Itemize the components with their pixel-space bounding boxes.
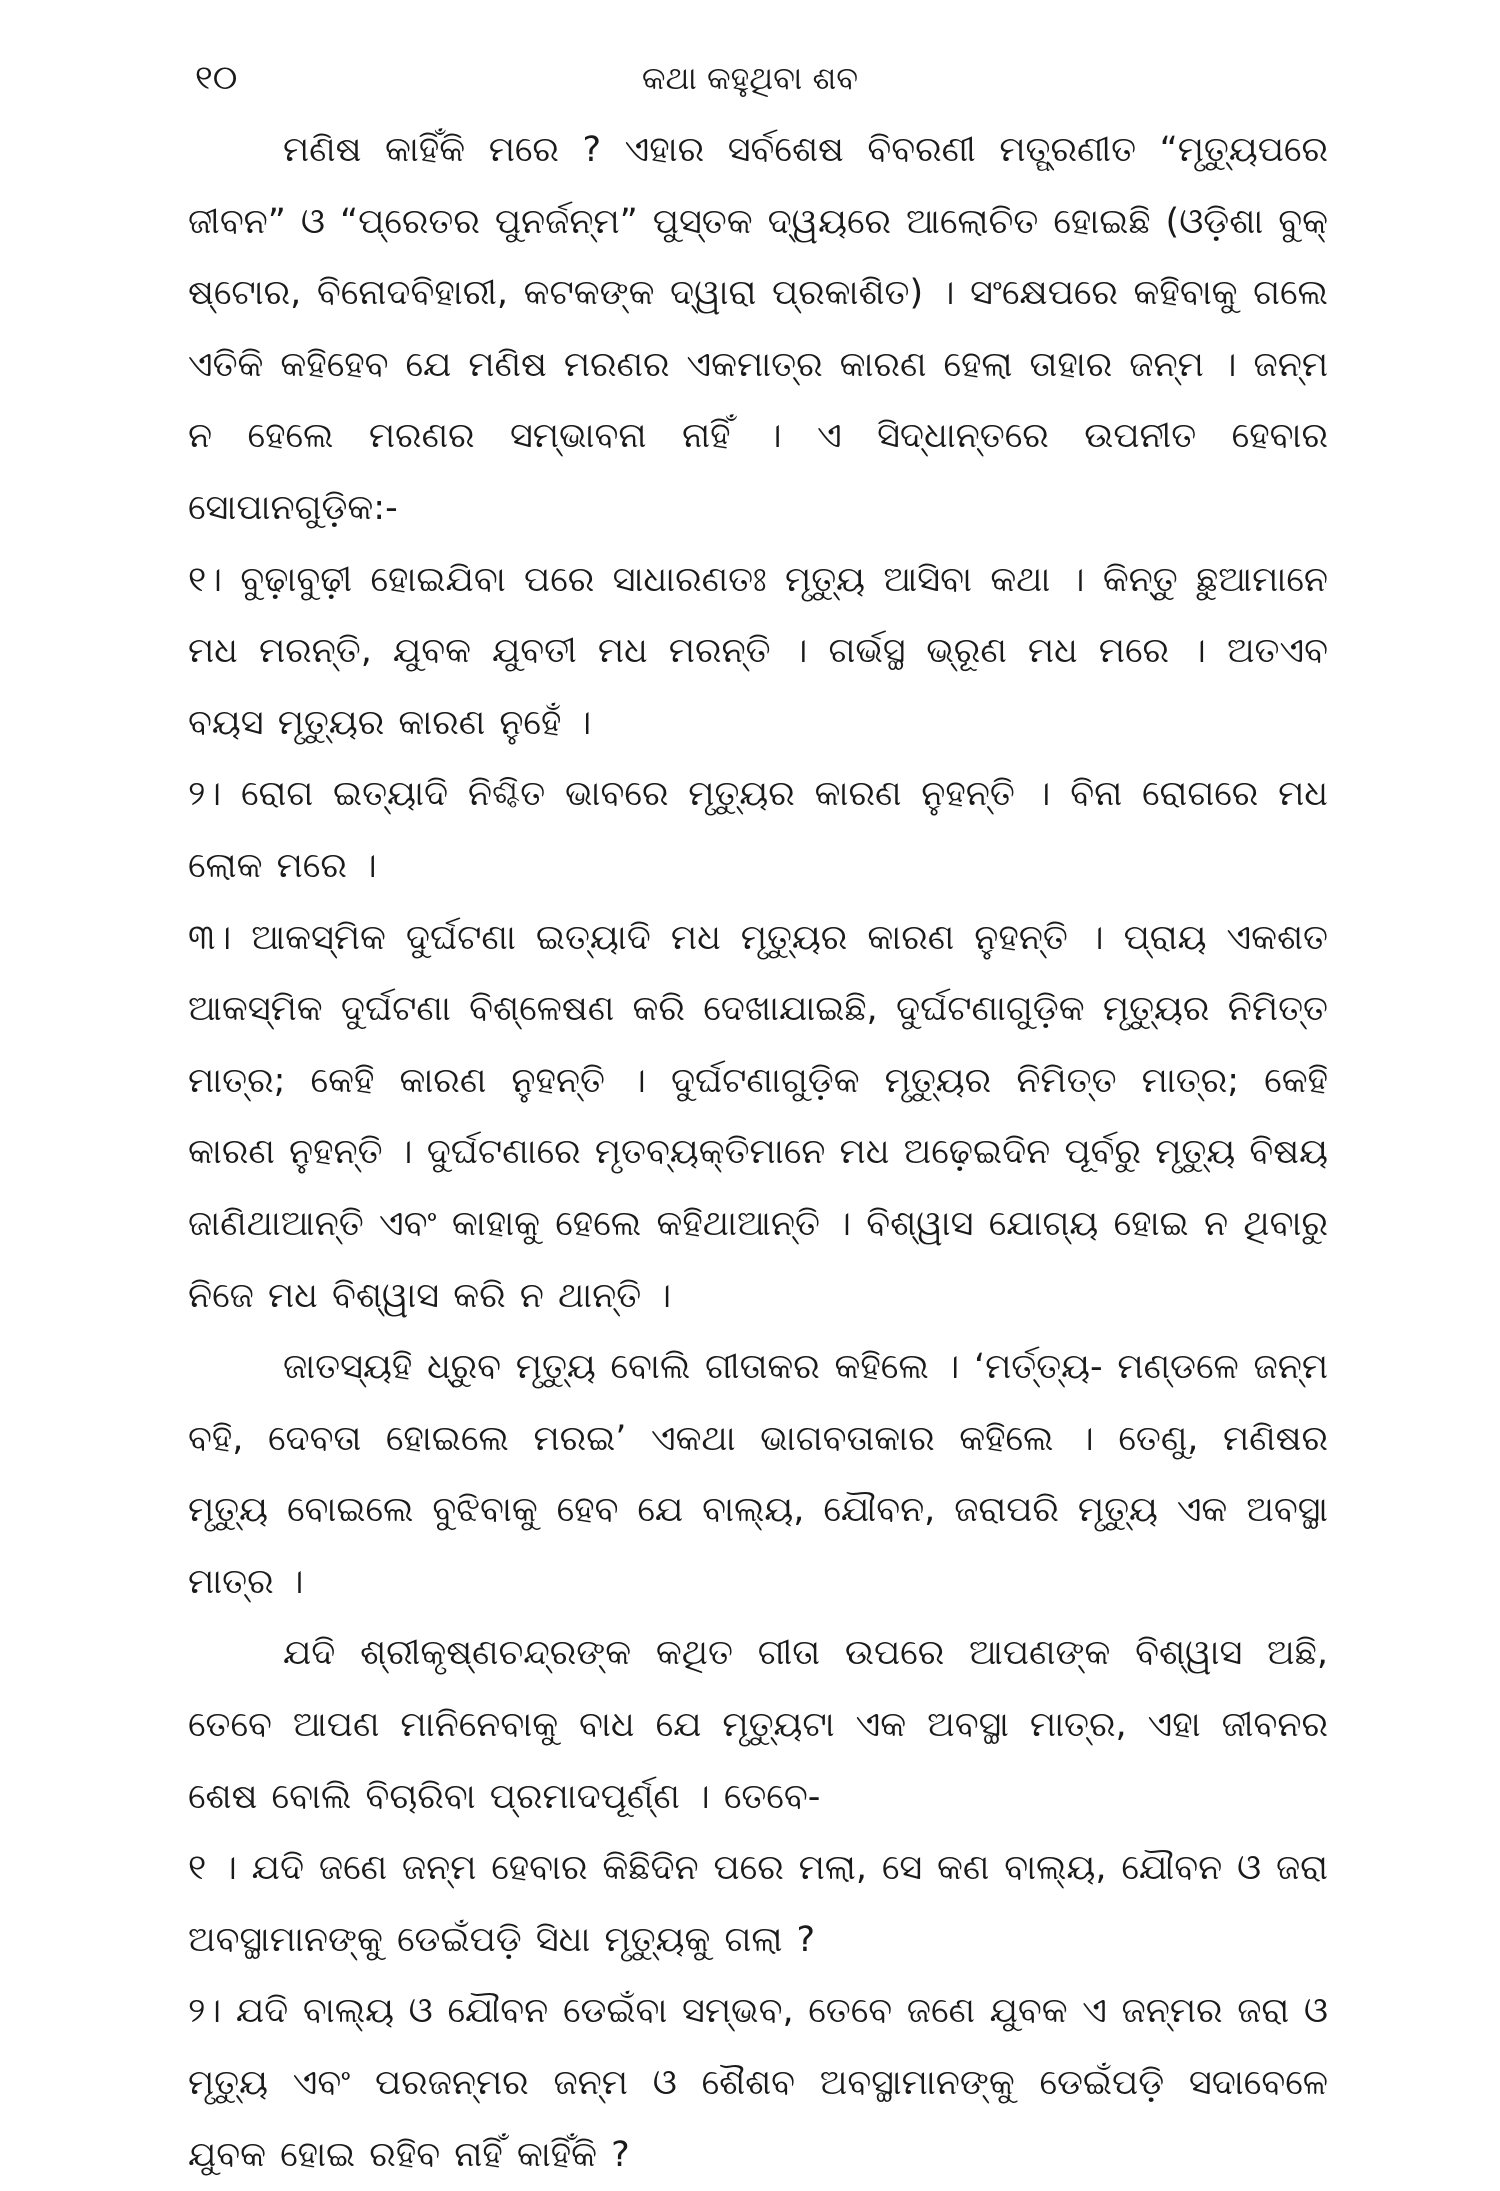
paragraph-belief: ଯଦି ଶ୍ରୀକୃଷ୍ଣଚନ୍ଦ୍ରଙ୍କ କଥିତ ଗୀତା ଉପରେ ଆପଣଙ୍କ ବିଶ୍ୱାସ ଅଛି, ତେବେ ଆପଣ ମାନିନେବାକୁ ବାଧ ଯେ ମୃତ୍ୟୁଟା ଏକ ଅବସ୍ଥା ମାତ୍ର, ଏହା ଜୀବନର ଶେଷ ବୋଲି ବିଚାରିବା ପ୍ରମାଦପୂର୍ଣ୍ଣ । ତେବେ- (188, 1633, 1328, 1817)
question-item-1: ୧ । ଯଦି ଜଣେ ଜନ୍ମ ହେବାର କିଛିଦିନ ପରେ ମଲା, ସେ କଣ ବାଲ୍ୟ, ଯୌବନ ଓ ଜରା ଅବସ୍ଥାମାନଙ୍କୁ ଡେଇଁପଡ଼ି ସିଧା ମୃତ୍ୟୁକୁ ଗଲା ? (188, 1848, 1328, 1960)
list-item-age: ୧। ବୁଢ଼ାବୁଢ଼ୀ ହୋଇଯିବା ପରେ ସାଧାରଣତଃ ମୃତ୍ୟୁ ଆସିବା କଥା । କିନ୍ତୁ ଛୁଆମାନେ ମଧ ମରନ୍ତି, ଯୁବକ ଯୁବତୀ ମଧ ମରନ୍ତି । ଗର୍ଭସ୍ଥ ଭ୍ରୂଣ ମଧ ମରେ । ଅତଏବ ବୟସ ମୃତ୍ୟୁର କାରଣ ନୁହେଁ । (188, 559, 1328, 743)
paragraph-gita: ଜାତସ୍ୟହି ଧ୍ରୁବ ମୃତ୍ୟୁ ବୋଲି ଗୀତାକର କହିଲେ । ‘ମର୍ତ୍ତ୍ୟ- ମଣ୍ଡଳେ ଜନ୍ମ ବହି, ଦେବତା ହୋଇଲେ ମରଇ’ ଏକଥା ଭାଗବତାକାର କହିଲେ । ତେଣୁ, ମଣିଷର ମୃତ୍ୟୁ ବୋଇଲେ ବୁଝିବାକୁ ହେବ ଯେ ବାଲ୍ୟ, ଯୌବନ, ଜରାପରି ମୃତ୍ୟୁ ଏକ ଅବସ୍ଥା ମାତ୍ର । (188, 1347, 1328, 1602)
running-title: କଥା କହୁଥିବା ଶବ (641, 59, 859, 97)
body-text (188, 115, 1328, 2191)
question-item-2: ୨। ଯଦି ବାଲ୍ୟ ଓ ଯୌବନ ଡେଇଁବା ସମ୍ଭବ, ତେବେ ଜଣେ ଯୁବକ ଏ ଜନ୍ମର ଜରା ଓ ମୃତ୍ୟୁ ଏବଂ ପରଜନ୍ମର ଜନ୍ମ ଓ ଶୈଶବ ଅବସ୍ଥାମାନଙ୍କୁ ଡେଇଁପଡ଼ି ସଦାବେଳେ ଯୁବକ ହୋଇ ରହିବ ନାହିଁ କାହିଁକି ? (188, 1991, 1328, 2175)
list-item-disease: ୨। ରୋଗ ଇତ୍ୟାଦି ନିଶ୍ଚିତ ଭାବରେ ମୃତ୍ୟୁର କାରଣ ନୁହନ୍ତି । ବିନା ରୋଗରେ ମଧ ଲୋକ ମରେ । (188, 774, 1328, 886)
page-header (195, 48, 1305, 108)
paragraph-intro: ମଣିଷ କାହିଁକି ମରେ ? ଏହାର ସର୍ବଶେଷ ବିବରଣୀ ମତ୍ପ୍ରଣୀତ “ମୃତ୍ୟୁପରେ ଜୀବନ” ଓ “ପ୍ରେତର ପୁନର୍ଜନ୍ମ” ପୁସ୍ତକ ଦ୍ୱୟରେ ଆଲୋଚିତ ହୋଇଛି (ଓଡ଼ିଶା ବୁକ୍ ଷ୍ଟୋର, ବିନୋଦବିହାରୀ, କଟକଙ୍କ ଦ୍ୱାରା ପ୍ରକାଶିତ) । ସଂକ୍ଷେପରେ କହିବାକୁ ଗଲେ ଏତିକି କହିହେବ ଯେ ମଣିଷ ମରଣର ଏକମାତ୍ର କାରଣ ହେଲା ତାହାର ଜନ୍ମ । ଜନ୍ମ ନ ହେଲେ ମରଣର ସମ୍ଭାବନା ନାହିଁ । ଏ ସିଦ୍ଧାନ୍ତରେ ଉପନୀତ ହେବାର ସୋପାନଗୁଡ଼ିକ:- (188, 130, 1328, 528)
page-number: ୧୦ (195, 58, 238, 98)
list-item-accident: ୩। ଆକସ୍ମିକ ଦୁର୍ଘଟଣା ଇତ୍ୟାଦି ମଧ ମୃତ୍ୟୁର କାରଣ ନୁହନ୍ତି । ପ୍ରାୟ ଏକଶତ ଆକସ୍ମିକ ଦୁର୍ଘଟଣା ବିଶ୍ଳେଷଣ କରି ଦେଖାଯାଇଛି, ଦୁର୍ଘଟଣାଗୁଡ଼ିକ ମୃତ୍ୟୁର ନିମିତ୍ତ ମାତ୍ର; କେହି କାରଣ ନୁହନ୍ତି । ଦୁର୍ଘଟଣାଗୁଡ଼ିକ ମୃତ୍ୟୁର ନିମିତ୍ତ ମାତ୍ର; କେହି କାରଣ ନୁହନ୍ତି । ଦୁର୍ଘଟଣାରେ ମୃତବ୍ୟକ୍ତିମାନେ ମଧ ଅଢ଼େଇଦିନ ପୂର୍ବରୁ ମୃତ୍ୟୁ ବିଷୟ ଜାଣିଥାଆନ୍ତି ଏବଂ କାହାକୁ ହେଲେ କହିଥାଆନ୍ତି । ବିଶ୍ୱାସ ଯୋଗ୍ୟ ହୋଇ ନ ଥିବାରୁ ନିଜେ ମଧ ବିଶ୍ୱାସ କରି ନ ଥାନ୍ତି । (188, 917, 1328, 1316)
